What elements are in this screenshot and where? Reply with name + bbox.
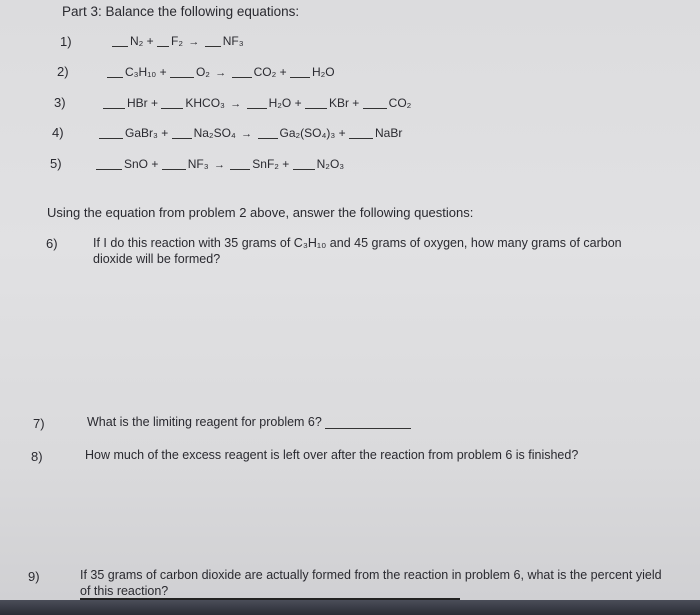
equation-5: SnO + NF₃ → SnF₂ + N₂O₃ <box>96 157 344 171</box>
answer-blank[interactable] <box>112 45 128 47</box>
equation-3: HBr + KHCO₃ → H₂O + KBr + CO₂ <box>103 96 411 110</box>
answer-blank[interactable] <box>205 45 221 47</box>
equation-2: C₃H₁₀ + O₂ → CO₂ + H₂O <box>107 65 335 79</box>
instruction-text: Using the equation from problem 2 above, answer the following questions: <box>47 205 474 220</box>
answer-blank[interactable] <box>349 137 373 139</box>
answer-blank[interactable] <box>247 107 267 109</box>
answer-blank[interactable] <box>172 137 192 139</box>
question-number: 6) <box>46 236 58 251</box>
answer-blank[interactable] <box>99 137 123 139</box>
eq-number: 4) <box>52 125 64 140</box>
answer-blank[interactable] <box>157 45 169 47</box>
arrow-icon: → <box>215 67 227 79</box>
answer-blank[interactable] <box>363 107 387 109</box>
part-title: Part 3: Balance the following equations: <box>62 4 300 19</box>
arrow-icon: → <box>188 36 200 48</box>
answer-blank[interactable] <box>293 168 315 170</box>
arrow-icon: → <box>241 128 253 140</box>
eq-number: 5) <box>50 156 62 171</box>
question-7-text: What is the limiting reagent for problem 6? <box>87 415 322 429</box>
page-edge-shadow <box>0 600 700 615</box>
answer-blank[interactable] <box>96 168 122 170</box>
eq-number: 1) <box>60 34 72 49</box>
answer-blank[interactable] <box>161 107 183 109</box>
arrow-icon: → <box>230 98 242 110</box>
equation-1: N₂ + F₂ → NF₃ <box>112 34 244 48</box>
question-number: 7) <box>33 416 45 431</box>
question-6-text: If I do this reaction with 35 grams of C₃H₁₀ and 45 grams of oxygen, how many grams of carbon dioxide will be formed? <box>93 236 622 266</box>
answer-blank[interactable] <box>232 76 252 78</box>
answer-blank[interactable] <box>103 107 125 109</box>
question-8-text: How much of the excess reagent is left over after the reaction from problem 6 is finished? <box>85 448 579 462</box>
answer-blank[interactable] <box>170 76 194 78</box>
question-7 <box>87 415 411 429</box>
question-number: 9) <box>28 569 40 584</box>
equation-4: GaBr₃ + Na₂SO₄ → Ga₂(SO₄)₃ + NaBr <box>99 126 402 140</box>
eq-number: 2) <box>57 64 69 79</box>
answer-blank[interactable] <box>258 137 278 139</box>
answer-blank[interactable] <box>107 76 123 78</box>
answer-blank[interactable] <box>162 168 186 170</box>
answer-blank[interactable] <box>305 107 327 109</box>
arrow-icon: → <box>213 159 225 171</box>
answer-blank[interactable] <box>230 168 250 170</box>
answer-blank[interactable] <box>290 76 310 78</box>
question-number: 8) <box>31 449 43 464</box>
answer-line[interactable] <box>325 428 411 429</box>
question-9-text: If 35 grams of carbon dioxide are actually formed from the reaction in problem 6, what is the percent yield of this reaction? <box>80 568 662 598</box>
eq-number: 3) <box>54 95 66 110</box>
